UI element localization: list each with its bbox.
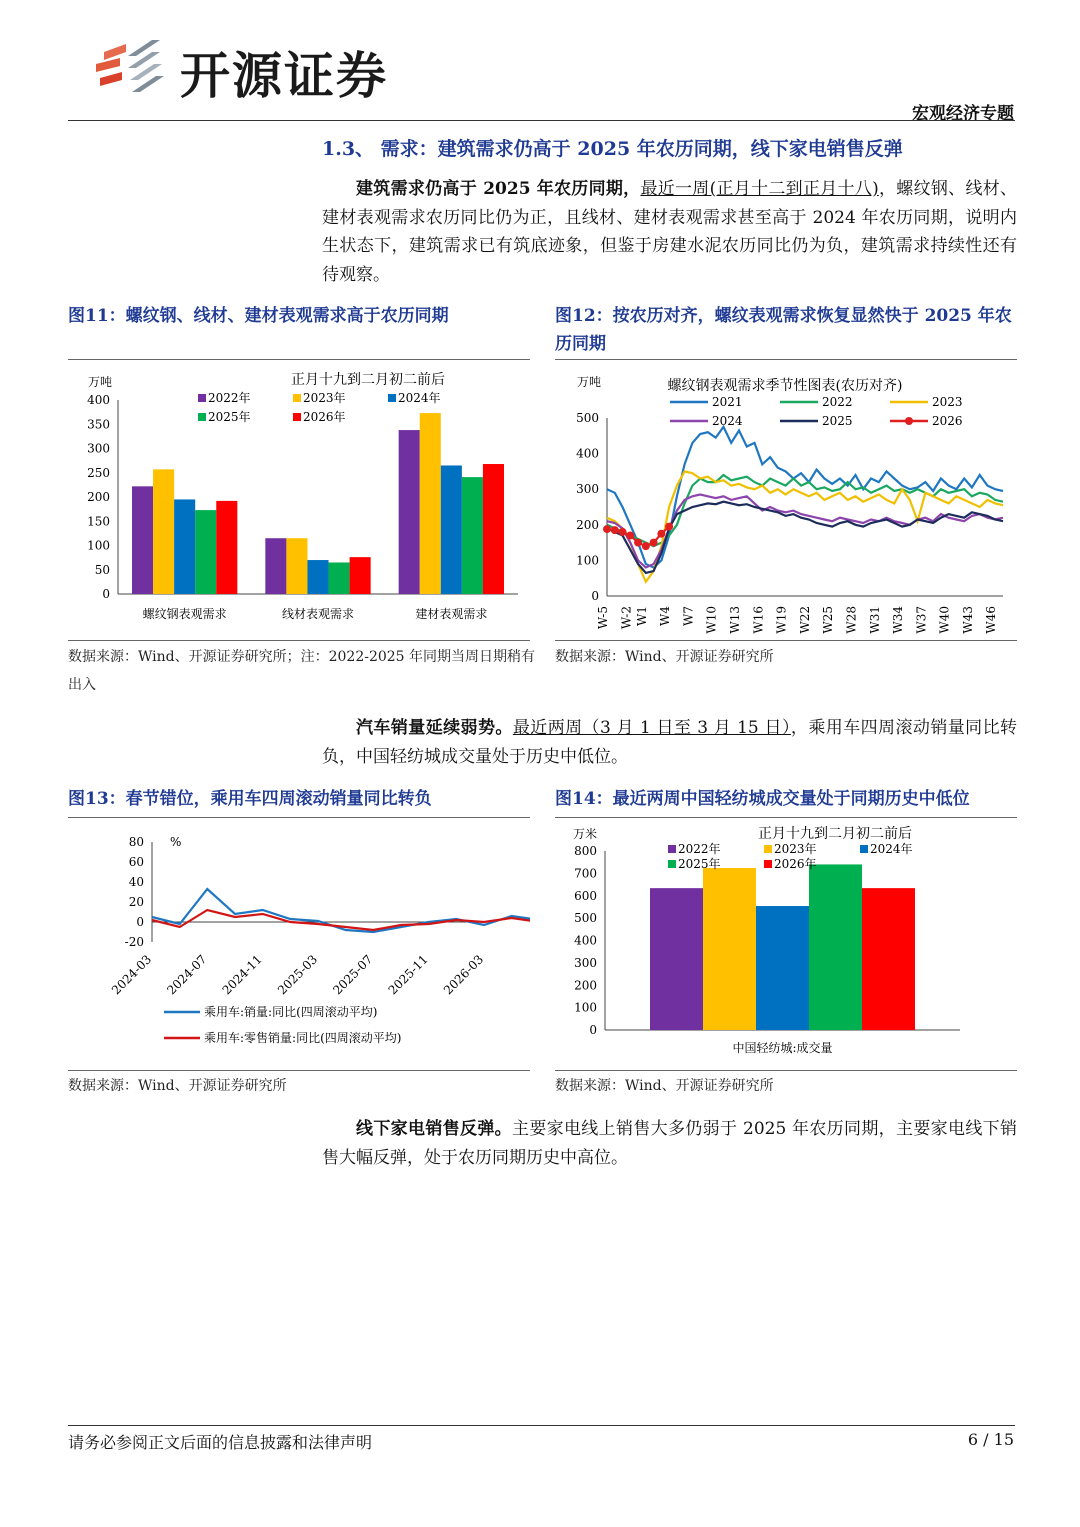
bar [441, 465, 462, 594]
y-axis-unit: 万吨 [577, 375, 602, 389]
bar [420, 413, 441, 594]
legend-label: 2024 [712, 414, 743, 428]
legend-label: 2023年 [303, 391, 346, 405]
x-tick-label: 2026-03 [440, 952, 487, 998]
paragraph-auto-sales [322, 714, 1017, 771]
paragraph-appliance-sales [322, 1115, 1017, 1172]
legend-label: 2025 [822, 414, 853, 428]
figure-12-top-rule [555, 359, 1017, 360]
x-tick-label: W16 [751, 606, 766, 634]
y-tick-label: 400 [87, 393, 110, 407]
y-tick-label: 80 [128, 835, 144, 849]
bar [174, 499, 195, 594]
y-tick-label: 300 [576, 482, 599, 497]
legend-swatch [764, 845, 772, 853]
series-point [650, 539, 658, 547]
x-tick-label: W13 [728, 606, 742, 634]
y-tick-label: 800 [574, 844, 597, 858]
y-tick-label: 0 [589, 1023, 597, 1037]
figure-12-bottom-rule [555, 640, 1017, 641]
footer-disclaimer: 请务必参阅正文后面的信息披露和法律声明 [68, 1433, 373, 1452]
x-tick-label: W43 [960, 606, 975, 634]
legend-label: 2024年 [398, 391, 441, 405]
y-tick-label: 600 [574, 888, 597, 903]
series-point [611, 526, 619, 534]
x-tick-label: 2024-07 [164, 952, 210, 998]
y-tick-label: 150 [87, 514, 110, 529]
series-point [634, 539, 642, 547]
y-tick-label: -20 [124, 935, 144, 949]
y-tick-label: 350 [87, 417, 110, 432]
bar [216, 501, 237, 594]
x-tick-label: W40 [937, 606, 952, 634]
legend-label: 2023年 [774, 842, 817, 856]
section-title: 1.3、 需求：建筑需求仍高于 2025 年农历同期，线下家电销售反弹 [322, 138, 903, 160]
y-tick-label: 200 [576, 517, 599, 532]
x-category-label: 线材表观需求 [281, 607, 355, 621]
y-tick-label: 60 [128, 855, 144, 869]
series-point [642, 542, 650, 550]
y-tick-label: 0 [102, 587, 110, 601]
legend-label: 2022 [822, 395, 853, 409]
x-tick-label: W22 [797, 606, 812, 634]
report-type: 宏观经济专题 [912, 104, 1014, 124]
y-tick-label: 100 [574, 1000, 597, 1015]
figure-14-top-rule [555, 817, 1017, 818]
bar [153, 469, 174, 594]
paragraph-body: ，乘用车四周滚动销量同比转负，中国轻纺城成交量处于历史中低位。 [322, 718, 1018, 767]
bar [350, 557, 371, 594]
figure-11-chart [68, 362, 530, 637]
bar [483, 464, 504, 594]
x-tick-label: W34 [891, 606, 906, 634]
x-category-label: 中国轻纺城:成交量 [732, 1041, 833, 1055]
figure-14-chart [555, 820, 1017, 1068]
figure-13-bottom-rule [68, 1070, 530, 1071]
legend-label: 2023 [932, 395, 963, 409]
legend-label: 2025年 [678, 857, 721, 871]
legend-label: 乘用车:零售销量:同比(四周滚动平均) [204, 1031, 402, 1045]
series-line [607, 502, 1003, 573]
series-line [607, 427, 1003, 568]
footer-rule [68, 1425, 1015, 1426]
x-tick-label: W7 [681, 606, 696, 626]
bar [399, 430, 420, 594]
x-category-label: 螺纹钢表观需求 [142, 607, 227, 621]
legend-swatch [764, 860, 772, 868]
figure-13-top-rule [68, 817, 530, 818]
y-tick-label: 500 [576, 411, 599, 425]
legend-swatch [198, 394, 206, 402]
legend-label: 2022年 [678, 842, 721, 856]
bar [307, 560, 328, 594]
y-tick-label: 500 [574, 911, 597, 926]
legend-swatch [668, 845, 676, 853]
figure-11-top-rule [68, 359, 530, 360]
legend-label: 2024年 [870, 842, 913, 856]
figure-11-title: 图11：螺纹钢、线材、建材表观需求高于农历同期 [68, 306, 449, 326]
y-tick-label: 200 [574, 978, 597, 993]
chart-title: 螺纹钢表观需求季节性图表(农历对齐) [667, 378, 903, 394]
y-tick-label: 20 [128, 895, 144, 909]
series-point [619, 528, 627, 536]
legend-swatch [293, 413, 301, 421]
y-tick-label: 400 [576, 446, 599, 461]
y-tick-label: 700 [574, 866, 597, 881]
y-tick-label: 0 [136, 915, 144, 929]
x-category-label: 建材表观需求 [415, 607, 488, 621]
series-point [657, 530, 665, 538]
paragraph-period: 最近两周（3 月 1 日至 3 月 15 日） [512, 718, 791, 738]
paragraph-body: 主要家电线上销售大多仍弱于 2025 年农历同期，主要家电线下销售大幅反弹，处于农历同期历史中高位。 [322, 1119, 1017, 1168]
legend-swatch [860, 845, 868, 853]
figure-12-source: 数据来源：Wind、开源证券研究所 [555, 649, 774, 665]
y-tick-label: 300 [574, 955, 597, 970]
legend-label: 乘用车:销量:同比(四周滚动平均) [204, 1005, 378, 1019]
x-tick-label: 2025-07 [330, 952, 376, 998]
figure-13-title: 图13：春节错位，乘用车四周滚动销量同比转负 [68, 789, 432, 809]
series-point [603, 525, 611, 533]
x-tick-label: W19 [774, 606, 789, 634]
legend-label: 2026 [932, 414, 963, 428]
y-axis-unit: 万吨 [88, 375, 113, 389]
x-tick-label: 2025-11 [385, 952, 431, 998]
paragraph-lead: 汽车销量延续弱势。 [356, 718, 513, 738]
paragraph-lead: 线下家电销售反弹。 [356, 1119, 512, 1139]
legend-swatch [293, 394, 301, 402]
x-tick-label: W10 [704, 606, 719, 634]
y-tick-label: 400 [574, 933, 597, 948]
figure-11-bottom-rule [68, 640, 530, 641]
series-point [626, 531, 634, 539]
figure-12-chart [555, 362, 1017, 637]
bar [862, 888, 915, 1030]
y-axis-unit: 万米 [573, 827, 598, 841]
series-line [152, 865, 530, 934]
bar [286, 538, 307, 594]
legend-label: 2025年 [208, 410, 251, 424]
x-tick-label: W31 [867, 606, 882, 634]
x-tick-label: W4 [658, 606, 673, 626]
legend-label: 2022年 [208, 391, 251, 405]
legend-swatch [198, 413, 206, 421]
x-tick-label: 2025-03 [274, 952, 321, 998]
header-rule [68, 120, 1015, 121]
paragraph-period: 最近一周(正月十二到正月十八) [640, 179, 879, 199]
bar [756, 906, 809, 1030]
bar [703, 868, 756, 1030]
x-tick-label: 2024-11 [219, 952, 265, 998]
figure-11-source: 数据来源：Wind、开源证券研究所；注：2022-2025 年同期当周日期稍有出入 [68, 649, 536, 693]
series-point [665, 523, 673, 531]
legend-marker [905, 417, 913, 425]
x-tick-label: W37 [914, 606, 929, 634]
y-tick-label: 100 [87, 538, 110, 553]
y-tick-label: 50 [94, 562, 110, 577]
series-line [152, 880, 530, 932]
legend-swatch [388, 394, 396, 402]
bar [329, 562, 350, 594]
figure-13-source: 数据来源：Wind、开源证券研究所 [68, 1078, 287, 1094]
bar [809, 864, 862, 1030]
paragraph-lead: 建筑需求仍高于 2025 年农历同期， [356, 179, 641, 199]
y-axis-unit: % [170, 835, 182, 849]
brand-name: 开源证券 [180, 47, 388, 105]
figure-13-chart [68, 820, 530, 1068]
legend-label: 2026年 [774, 857, 817, 871]
x-tick-label: W1 [634, 606, 649, 626]
series-line [607, 495, 1003, 568]
y-tick-label: 300 [87, 441, 110, 456]
x-tick-label: 2024-03 [108, 952, 155, 998]
bar [462, 477, 483, 594]
chart-title: 正月十九到二月初二前后 [291, 372, 445, 388]
legend-label: 2026年 [303, 410, 346, 424]
figure-14-title: 图14：最近两周中国轻纺城成交量处于同期历史中低位 [555, 789, 970, 809]
paragraph-building-demand [322, 175, 1017, 289]
y-tick-label: 40 [128, 875, 144, 889]
figure-12-title: 图12：按农历对齐，螺纹表观需求恢复显然快于 2025 年农历同期 [555, 306, 1012, 354]
legend-label: 2021 [712, 395, 743, 409]
x-tick-label: W25 [821, 606, 836, 634]
x-tick-label: W46 [984, 606, 999, 634]
paragraph-body: ，螺纹钢、线材、建材表观需求农历同比仍为正，且线材、建材表观需求甚至高于 2024 年农历同期，说明内生状态下，建筑需求已有筑底迹象，但鉴于房建水泥农历同比仍为负，建筑需求持续性还有待观察。 [322, 179, 1018, 285]
bar [132, 486, 153, 594]
y-tick-label: 100 [576, 553, 599, 568]
legend-swatch [668, 860, 676, 868]
figure-14-source: 数据来源：Wind、开源证券研究所 [555, 1078, 774, 1094]
brand-logo [90, 34, 170, 96]
y-tick-label: 200 [87, 490, 110, 504]
bar [265, 538, 286, 594]
bar [195, 510, 216, 594]
bar [650, 888, 703, 1030]
x-tick-label: W28 [844, 606, 859, 634]
x-tick-label: W-2 [619, 606, 634, 630]
x-tick-label: W-5 [596, 606, 610, 630]
page-number: 6 / 15 [967, 1430, 1014, 1449]
y-tick-label: 0 [591, 589, 599, 603]
figure-14-bottom-rule [555, 1070, 1017, 1071]
y-tick-label: 250 [87, 465, 110, 480]
chart-title: 正月十九到二月初二前后 [758, 826, 912, 842]
